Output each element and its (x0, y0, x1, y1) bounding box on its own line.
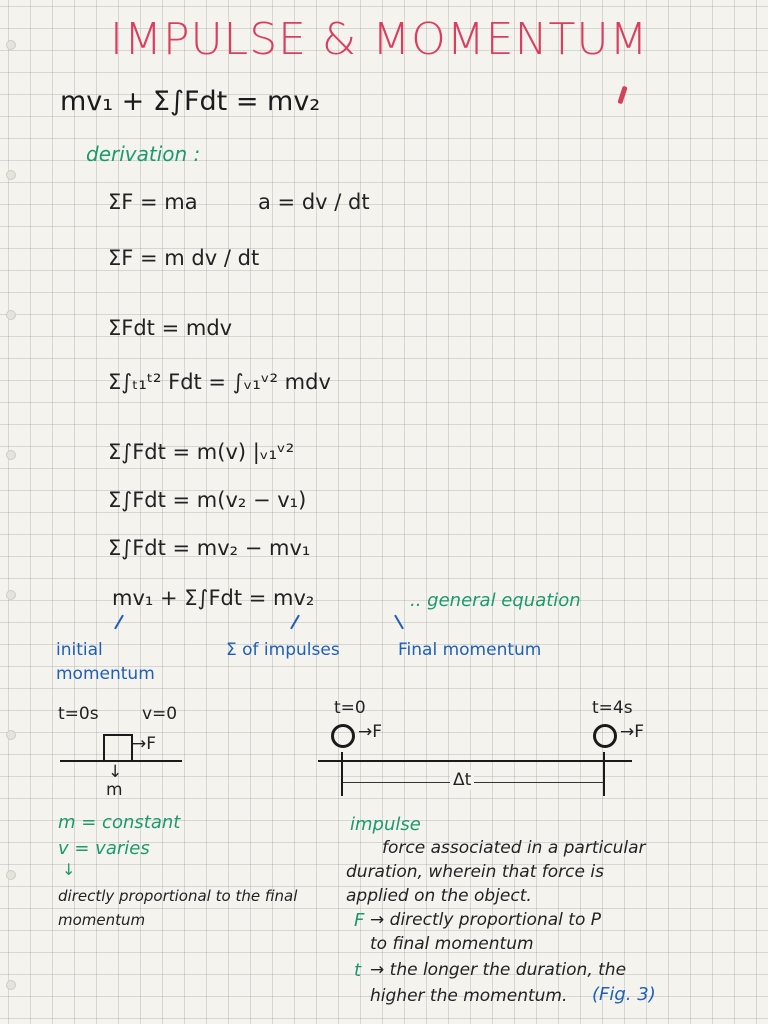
t-note-cont: higher the momentum. (370, 986, 568, 1006)
force-arrow-end: →F (620, 722, 645, 742)
object-start-circle (331, 724, 355, 748)
m-constant-note: m = constant (58, 812, 181, 833)
main-equation: mv₁ + Σ∫Fdt = mv₂ (60, 86, 321, 117)
derivation-step: ΣF = m dv / dt (108, 246, 260, 270)
force-arrow: →F (132, 734, 157, 754)
derivation-step: ΣFdt = mdv (108, 316, 233, 340)
pointer-slash (394, 615, 404, 630)
binder-hole (6, 590, 16, 600)
binder-hole (6, 40, 16, 50)
general-equation: mv₁ + Σ∫Fdt = mv₂ (112, 586, 315, 610)
binder-hole (6, 310, 16, 320)
final-momentum-label: Final momentum (398, 640, 542, 660)
timeline-tick (603, 752, 605, 796)
t-label: t (354, 960, 362, 981)
derivation-step: a = dv / dt (258, 190, 370, 214)
timeline-line (318, 760, 632, 762)
impulse-definition-line: applied on the object. (346, 886, 532, 906)
derivation-label: derivation : (86, 142, 201, 166)
derivation-step: Σ∫Fdt = m(v) |ᵥ₁ᵛ² (108, 440, 295, 464)
derivation-step: Σ∫Fdt = m(v₂ − v₁) (108, 488, 307, 512)
binder-holes (6, 20, 16, 1020)
down-arrow: ↓ (62, 860, 76, 879)
f-label: F (354, 910, 365, 931)
timeline-end-label: t=4s (592, 698, 633, 718)
binder-hole (6, 170, 16, 180)
pointer-slash (290, 615, 300, 630)
pink-mark (617, 86, 627, 105)
pointer-slash (114, 615, 124, 630)
f-note-cont: to final momentum (370, 934, 534, 954)
timeline-tick (341, 752, 343, 796)
impulse-title: impulse (350, 814, 421, 835)
derivation-step: Σ∫ₜ₁ᵗ² Fdt = ∫ᵥ₁ᵛ² mdv (108, 370, 331, 394)
v-varies-note: v = varies (58, 838, 150, 859)
binder-hole (6, 450, 16, 460)
force-arrow-start: →F (358, 722, 383, 742)
initial-momentum-label: initial momentum (56, 640, 155, 684)
t0-label: t=0s (58, 704, 99, 724)
impulse-definition-line: duration, wherein that force is (346, 862, 604, 882)
v0-label: v=0 (142, 704, 178, 724)
delta-t-label: Δt (450, 770, 474, 790)
force-label: F (146, 734, 157, 754)
general-equation-label: .. general equation (410, 590, 581, 611)
impulse-definition-line: force associated in a particular (382, 838, 646, 858)
timeline-start-label: t=0 (334, 698, 366, 718)
figure-reference: (Fig. 3) (592, 984, 656, 1005)
gravity-arrow: ↓ (108, 762, 123, 782)
force-label: F (372, 722, 383, 742)
mass-label: m (106, 780, 123, 800)
binder-hole (6, 870, 16, 880)
t-note: → the longer the duration, the (370, 960, 627, 980)
impulses-label: Σ of impulses (226, 640, 340, 660)
derivation-step: Σ∫Fdt = mv₂ − mv₁ (108, 536, 311, 560)
binder-hole (6, 730, 16, 740)
page-title: IMPULSE & MOMENTUM (110, 14, 649, 65)
proportional-note: directly proportional to the final momentum (58, 887, 298, 929)
f-note: → directly proportional to P (370, 910, 602, 930)
object-end-circle (593, 724, 617, 748)
force-label: F (634, 722, 645, 742)
mass-block (103, 734, 133, 762)
derivation-step: ΣF = ma (108, 190, 198, 214)
binder-hole (6, 980, 16, 990)
